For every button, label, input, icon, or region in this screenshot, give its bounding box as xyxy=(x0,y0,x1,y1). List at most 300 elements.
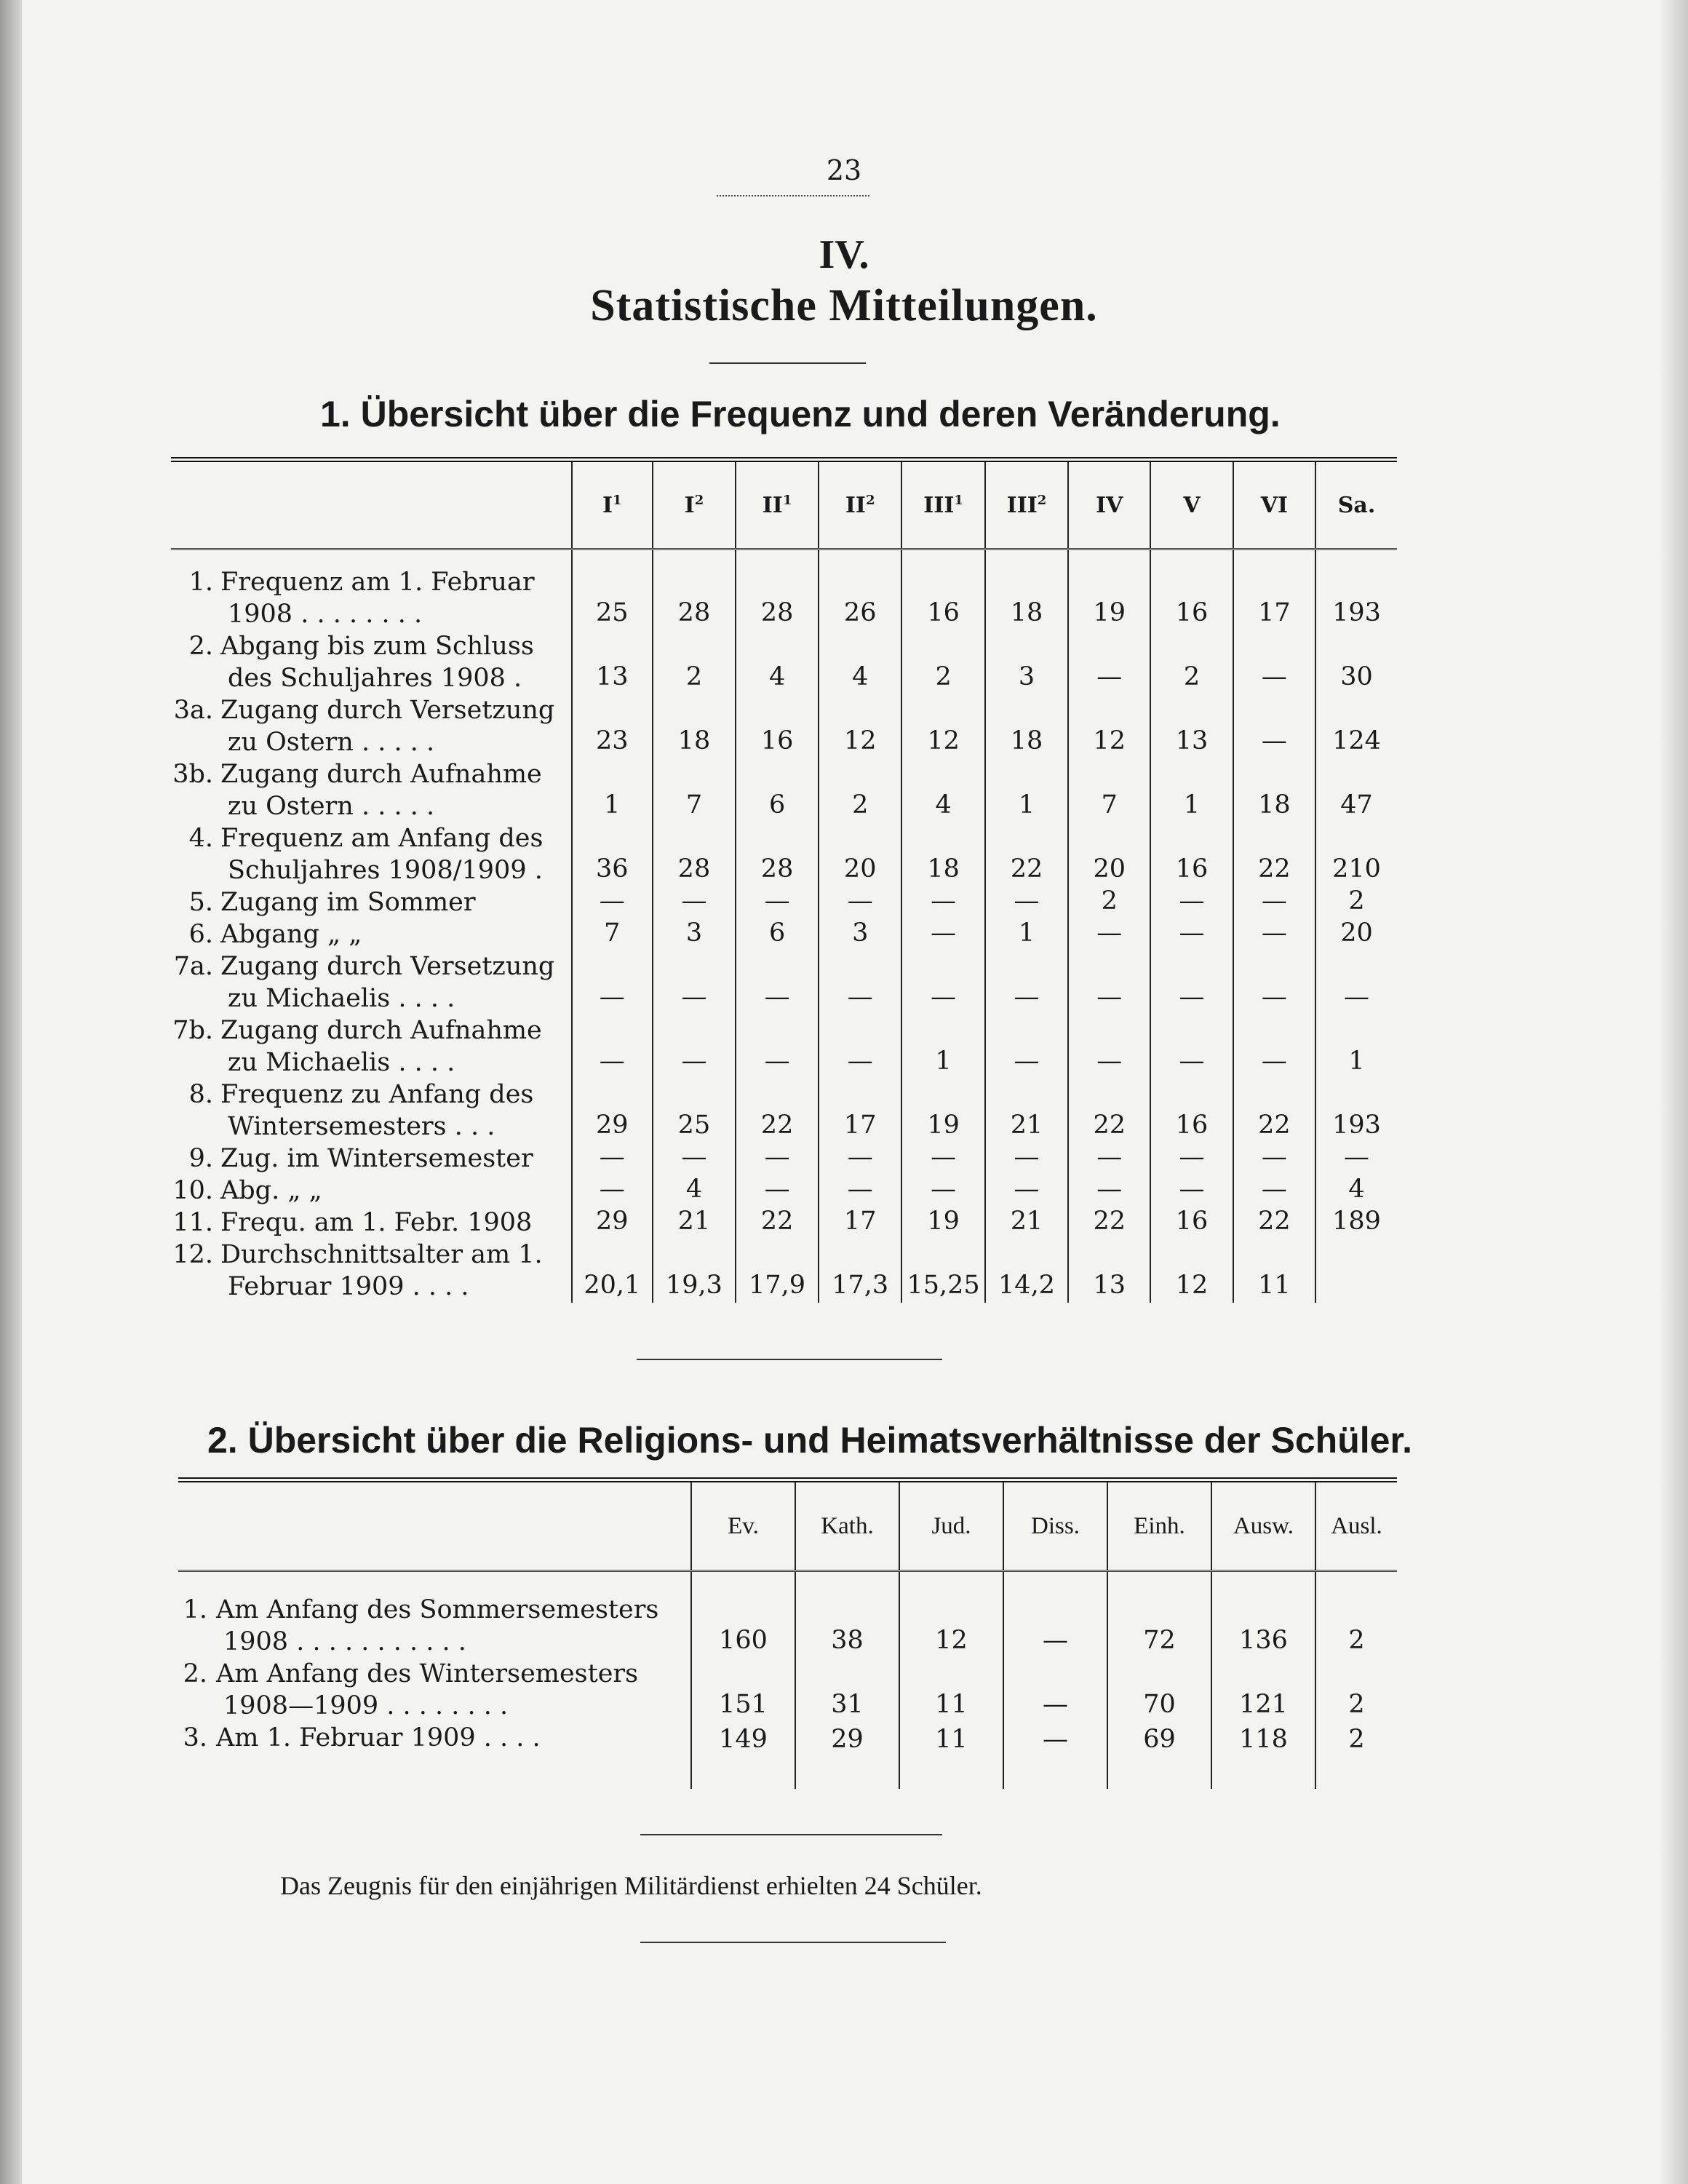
table-cell: — xyxy=(572,950,653,1014)
table-cell xyxy=(1315,1239,1397,1303)
chapter-number: IV. xyxy=(819,232,869,277)
row-number: 2. xyxy=(183,1659,207,1688)
table-cell: 70 xyxy=(1107,1658,1211,1722)
row-label xyxy=(171,1239,572,1303)
table-cell: 19 xyxy=(901,1207,985,1239)
section-divider xyxy=(637,1359,942,1360)
table-cell: 22 xyxy=(1068,1079,1150,1143)
row-label xyxy=(171,549,572,631)
table-cell: 18 xyxy=(1233,758,1315,822)
row-label-continuation: zu Michaelis . . . . xyxy=(228,1048,455,1077)
table-cell: 7 xyxy=(1068,758,1150,822)
row-label-text: Zugang durch Versetzung xyxy=(220,952,555,981)
table-cell: 21 xyxy=(653,1207,736,1239)
row-number: 2. xyxy=(188,632,213,661)
row-label xyxy=(178,1571,691,1659)
table-cell: 193 xyxy=(1315,1079,1397,1143)
table-row xyxy=(171,822,1397,886)
table-cell: — xyxy=(736,1175,819,1207)
table-cell: — xyxy=(1150,918,1233,950)
row-number: 4. xyxy=(188,824,213,853)
table-cell: 11 xyxy=(899,1658,1003,1722)
table-cell: 25 xyxy=(572,549,653,631)
table-cell: 22 xyxy=(1233,822,1315,886)
column-label: III xyxy=(1006,492,1038,518)
row-number: 11. xyxy=(172,1208,213,1237)
table-cell: 29 xyxy=(795,1722,899,1789)
table-cell: 20 xyxy=(1315,918,1397,950)
row-label-text: Abg. „ „ xyxy=(220,1176,322,1205)
row-label-text: Durchschnittsalter am 1. xyxy=(220,1240,543,1269)
table-cell: 17,9 xyxy=(736,1239,819,1303)
row-label-line2 xyxy=(171,726,571,758)
table-cell: — xyxy=(1150,1014,1233,1079)
table-cell: 2 xyxy=(1315,1571,1397,1659)
row-label xyxy=(171,630,572,694)
category-column-header: Kath. xyxy=(795,1480,899,1571)
row-label-line1 xyxy=(171,1014,571,1047)
column-label: V xyxy=(1183,492,1201,518)
table-cell: 22 xyxy=(985,822,1068,886)
table-cell: 23 xyxy=(572,694,653,758)
table-cell: 28 xyxy=(653,822,736,886)
row-label xyxy=(178,1658,691,1722)
table-cell: — xyxy=(1233,1014,1315,1079)
religion-table-header xyxy=(178,1480,1397,1571)
table-cell: — xyxy=(1233,694,1315,758)
row-number: 1. xyxy=(183,1595,207,1624)
table-cell: 2 xyxy=(653,630,736,694)
class-column-header xyxy=(819,460,901,549)
table-cell: — xyxy=(1315,1143,1397,1175)
table-cell: — xyxy=(736,950,819,1014)
row-number: 7a. xyxy=(173,952,213,981)
table-cell: — xyxy=(1068,1014,1150,1079)
row-label-line1 xyxy=(171,1239,571,1271)
title-divider xyxy=(709,362,866,364)
table-cell: 18 xyxy=(653,694,736,758)
table-row xyxy=(171,1239,1397,1303)
table-row xyxy=(171,758,1397,822)
table-cell: — xyxy=(985,886,1068,918)
row-label xyxy=(171,950,572,1014)
row-label-text: Zug. im Wintersemester xyxy=(220,1144,533,1173)
row-label-line1 xyxy=(178,1658,690,1690)
column-label: VI xyxy=(1260,492,1288,518)
table-cell: 16 xyxy=(1150,1079,1233,1143)
row-label xyxy=(171,758,572,822)
column-label: IV xyxy=(1096,492,1123,518)
table-cell: 22 xyxy=(1233,1207,1315,1239)
table-cell: 22 xyxy=(1068,1207,1150,1239)
table-cell: — xyxy=(1003,1658,1107,1722)
table-cell: 12 xyxy=(901,694,985,758)
column-label: I xyxy=(684,492,695,518)
table-cell: 121 xyxy=(1211,1658,1315,1722)
row-label-line2 xyxy=(171,1111,571,1143)
row-label-line2 xyxy=(171,790,571,822)
category-column-header: Ev. xyxy=(691,1480,795,1571)
row-label-line1 xyxy=(171,1079,571,1111)
table-cell: 7 xyxy=(653,758,736,822)
table-cell: 2 xyxy=(1315,1722,1397,1789)
table-cell: — xyxy=(736,1014,819,1079)
page-title: Statistische Mitteilungen. xyxy=(590,281,1098,330)
row-label-line1 xyxy=(171,694,571,726)
row-label-continuation: zu Michaelis . . . . xyxy=(228,984,455,1013)
table-cell: 4 xyxy=(1315,1175,1397,1207)
row-label xyxy=(178,1722,691,1789)
table-cell: 1 xyxy=(572,758,653,822)
row-label-text: Zugang durch Aufnahme xyxy=(220,760,542,789)
table-cell: 18 xyxy=(985,549,1068,631)
table-cell: 22 xyxy=(736,1079,819,1143)
row-label-line2 xyxy=(171,598,571,630)
row-label-text: Am Anfang des Sommersemesters xyxy=(216,1595,659,1624)
table-cell: — xyxy=(1233,630,1315,694)
table-cell: 20 xyxy=(819,822,901,886)
table-cell: 17 xyxy=(819,1207,901,1239)
row-number: 8. xyxy=(188,1080,213,1109)
row-label-text: Zugang durch Aufnahme xyxy=(220,1016,542,1045)
table-cell: 189 xyxy=(1315,1207,1397,1239)
table-cell: 25 xyxy=(653,1079,736,1143)
table-cell: 29 xyxy=(572,1079,653,1143)
row-label-line1 xyxy=(171,822,571,854)
table-cell: — xyxy=(1150,886,1233,918)
table-cell: — xyxy=(819,950,901,1014)
table-cell: — xyxy=(1068,950,1150,1014)
row-label-line1 xyxy=(178,1722,690,1754)
frequency-table-header xyxy=(171,460,1397,549)
table-cell: 2 xyxy=(901,630,985,694)
row-number: 3a. xyxy=(173,696,213,725)
table-cell: 6 xyxy=(736,918,819,950)
section1-title: 1. Übersicht über die Frequenz und deren Veränderung. xyxy=(320,394,1281,434)
table-row xyxy=(171,1207,1397,1239)
row-label-text: Frequenz am 1. Februar xyxy=(220,568,535,597)
table-cell: — xyxy=(1068,630,1150,694)
section2-title: 2. Übersicht über die Religions- und Heimatsverhältnisse der Schüler. xyxy=(207,1420,1413,1461)
table-cell: — xyxy=(819,886,901,918)
table-cell: 16 xyxy=(1150,822,1233,886)
row-label-line1 xyxy=(171,918,571,950)
class-column-header xyxy=(572,460,653,549)
row-number: 9. xyxy=(188,1144,213,1173)
page-number: 23 xyxy=(826,154,862,186)
table-cell: — xyxy=(1150,950,1233,1014)
table-cell: 210 xyxy=(1315,822,1397,886)
table-cell: 12 xyxy=(1150,1239,1233,1303)
table-cell: 12 xyxy=(1068,694,1150,758)
table-cell: 28 xyxy=(736,822,819,886)
table-row xyxy=(178,1722,1397,1789)
row-label-continuation: des Schuljahres 1908 . xyxy=(228,664,522,693)
table-cell: 47 xyxy=(1315,758,1397,822)
row-number: 1. xyxy=(188,568,213,597)
table-cell: 16 xyxy=(901,549,985,631)
table-row xyxy=(171,549,1397,631)
table-cell: — xyxy=(819,1143,901,1175)
table-cell: 160 xyxy=(691,1571,795,1659)
category-column-header: Ausl. xyxy=(1315,1480,1397,1571)
table-cell: — xyxy=(1233,886,1315,918)
table-cell: 193 xyxy=(1315,549,1397,631)
row-label-line2 xyxy=(171,1047,571,1079)
row-label-line1 xyxy=(171,1143,571,1175)
table-cell: — xyxy=(1068,1143,1150,1175)
table-cell: — xyxy=(985,1143,1068,1175)
column-label: II xyxy=(762,492,783,518)
table-cell: 17,3 xyxy=(819,1239,901,1303)
column-label: I xyxy=(602,492,613,518)
table-cell: 6 xyxy=(736,758,819,822)
column-label-index: 1 xyxy=(782,492,792,508)
table-row xyxy=(171,1143,1397,1175)
table-cell: — xyxy=(901,950,985,1014)
table-cell: 36 xyxy=(572,822,653,886)
row-label-line1 xyxy=(171,630,571,662)
row-label-text: Frequ. am 1. Febr. 1908 xyxy=(220,1208,533,1237)
table-cell: — xyxy=(736,886,819,918)
table-cell: 13 xyxy=(572,630,653,694)
table-cell: 18 xyxy=(985,694,1068,758)
table-cell: 2 xyxy=(1315,886,1397,918)
table-cell: 16 xyxy=(1150,549,1233,631)
table-cell: — xyxy=(736,1143,819,1175)
row-label xyxy=(171,694,572,758)
table-cell: 29 xyxy=(572,1207,653,1239)
row-label xyxy=(171,918,572,950)
table-cell: 16 xyxy=(736,694,819,758)
religion-table xyxy=(178,1477,1397,1789)
table-cell: 19 xyxy=(901,1079,985,1143)
row-label-continuation: zu Ostern . . . . . xyxy=(228,792,435,821)
class-column-header xyxy=(736,460,819,549)
column-label-index: 2 xyxy=(694,492,704,508)
table-cell: — xyxy=(572,1175,653,1207)
table-cell: 2 xyxy=(819,758,901,822)
table-cell: 20 xyxy=(1068,822,1150,886)
table-cell: 28 xyxy=(736,549,819,631)
class-column-header xyxy=(985,460,1068,549)
section-divider xyxy=(640,1834,942,1835)
table-row xyxy=(178,1571,1397,1659)
table-cell: — xyxy=(1233,950,1315,1014)
table-row xyxy=(171,1079,1397,1143)
table-cell: 14,2 xyxy=(985,1239,1068,1303)
table-row xyxy=(171,886,1397,918)
row-label-continuation: 1908—1909 . . . . . . . . xyxy=(223,1691,509,1720)
table-cell: 118 xyxy=(1211,1722,1315,1789)
table-row xyxy=(171,1014,1397,1079)
row-label-line2 xyxy=(171,854,571,886)
table-row xyxy=(178,1658,1397,1722)
category-column-header: Einh. xyxy=(1107,1480,1211,1571)
table-cell: 21 xyxy=(985,1079,1068,1143)
table-cell: 3 xyxy=(653,918,736,950)
footer-divider xyxy=(640,1942,946,1943)
table-cell: 28 xyxy=(653,549,736,631)
footer-note: Das Zeugnis für den einjährigen Militärdienst erhielten 24 Schüler. xyxy=(280,1871,982,1900)
row-label-text: Abgang bis zum Schluss xyxy=(220,632,534,661)
table-cell: 17 xyxy=(819,1079,901,1143)
table-row xyxy=(171,918,1397,950)
table-cell: 26 xyxy=(819,549,901,631)
row-label-line1 xyxy=(171,758,571,790)
table-cell: — xyxy=(1233,1143,1315,1175)
table-cell: — xyxy=(1150,1175,1233,1207)
table-cell: — xyxy=(572,1014,653,1079)
table-cell: 151 xyxy=(691,1658,795,1722)
row-label-line2 xyxy=(171,982,571,1014)
table-cell: 2 xyxy=(1315,1658,1397,1722)
row-label-continuation: 1908 . . . . . . . . xyxy=(228,600,423,629)
table-cell: 3 xyxy=(819,918,901,950)
table-cell: 2 xyxy=(1068,886,1150,918)
table-cell: 19,3 xyxy=(653,1239,736,1303)
table-cell: 7 xyxy=(572,918,653,950)
table-cell: 149 xyxy=(691,1722,795,1789)
row-number: 3b. xyxy=(172,760,213,789)
table-cell: 1 xyxy=(985,758,1068,822)
row-label xyxy=(171,886,572,918)
table-cell: — xyxy=(572,886,653,918)
table-cell: — xyxy=(1233,918,1315,950)
table-cell: — xyxy=(572,1143,653,1175)
table-cell: 21 xyxy=(985,1207,1068,1239)
row-label-line1 xyxy=(171,1207,571,1239)
row-label-line1 xyxy=(178,1594,690,1626)
row-label-text: Frequenz am Anfang des xyxy=(220,824,544,853)
row-label xyxy=(171,1143,572,1175)
table-cell: — xyxy=(901,918,985,950)
table-cell: — xyxy=(901,1143,985,1175)
table-cell: — xyxy=(653,1143,736,1175)
row-label-text: Abgang „ „ xyxy=(220,920,362,949)
table-cell: 4 xyxy=(736,630,819,694)
table-cell: 11 xyxy=(1233,1239,1315,1303)
row-label xyxy=(171,1079,572,1143)
table-cell: — xyxy=(1003,1571,1107,1659)
table-cell: 22 xyxy=(1233,1079,1315,1143)
table-cell: 19 xyxy=(1068,549,1150,631)
table-cell: 124 xyxy=(1315,694,1397,758)
row-label-text: Am Anfang des Wintersemesters xyxy=(216,1659,639,1688)
row-number: 7b. xyxy=(172,1016,213,1045)
table-cell: — xyxy=(1233,1175,1315,1207)
table-cell: 20,1 xyxy=(572,1239,653,1303)
table-cell: — xyxy=(653,950,736,1014)
table-cell: 13 xyxy=(1068,1239,1150,1303)
table-cell: — xyxy=(1003,1722,1107,1789)
table-cell: 31 xyxy=(795,1658,899,1722)
category-column-header: Jud. xyxy=(899,1480,1003,1571)
class-column-header xyxy=(1150,460,1233,549)
row-number: 6. xyxy=(188,920,213,949)
row-label-continuation: Wintersemesters . . . xyxy=(228,1112,495,1141)
table-cell: 1 xyxy=(901,1014,985,1079)
table-cell: 18 xyxy=(901,822,985,886)
table-cell: — xyxy=(653,1014,736,1079)
row-label-line1 xyxy=(171,886,571,918)
table-row xyxy=(171,950,1397,1014)
class-column-header xyxy=(653,460,736,549)
table-cell: 22 xyxy=(736,1207,819,1239)
table-cell: 15,25 xyxy=(901,1239,985,1303)
table-cell: 136 xyxy=(1211,1571,1315,1659)
row-number: 5. xyxy=(188,888,213,917)
row-label xyxy=(171,1175,572,1207)
row-label-line1 xyxy=(171,566,571,598)
table-cell: — xyxy=(1150,1143,1233,1175)
table-cell: 38 xyxy=(795,1571,899,1659)
table-cell: 1 xyxy=(1315,1014,1397,1079)
row-label-line1 xyxy=(171,950,571,982)
row-number: 10. xyxy=(172,1176,213,1205)
column-label: Sa. xyxy=(1337,492,1376,518)
table-cell: 12 xyxy=(819,694,901,758)
row-label-text: Frequenz zu Anfang des xyxy=(220,1080,534,1109)
table-cell: — xyxy=(901,886,985,918)
row-label-continuation: zu Ostern . . . . . xyxy=(228,728,435,757)
row-label xyxy=(171,822,572,886)
table-cell: — xyxy=(653,886,736,918)
table-cell: — xyxy=(985,950,1068,1014)
page-number-ornament xyxy=(717,191,869,196)
table-row xyxy=(171,630,1397,694)
table-cell: 13 xyxy=(1150,694,1233,758)
column-label: II xyxy=(845,492,866,518)
table-cell: — xyxy=(1315,950,1397,1014)
column-label: III xyxy=(923,492,955,518)
table-row xyxy=(171,694,1397,758)
table-row xyxy=(171,1175,1397,1207)
religion-table-body xyxy=(178,1571,1397,1790)
table-cell: 16 xyxy=(1150,1207,1233,1239)
column-label-index: 1 xyxy=(613,492,622,508)
class-column-header xyxy=(1233,460,1315,549)
column-label-index: 1 xyxy=(954,492,963,508)
row-label-continuation: Februar 1909 . . . . xyxy=(228,1272,469,1301)
table-cell: 72 xyxy=(1107,1571,1211,1659)
table-cell: — xyxy=(819,1014,901,1079)
table-cell: 1 xyxy=(1150,758,1233,822)
table-cell: — xyxy=(1068,918,1150,950)
table-cell: 11 xyxy=(899,1722,1003,1789)
row-label-text: Zugang durch Versetzung xyxy=(220,696,555,725)
row-number: 12. xyxy=(172,1240,213,1269)
category-column-header: Ausw. xyxy=(1211,1480,1315,1571)
row-number: 3. xyxy=(183,1723,207,1752)
table-cell: 30 xyxy=(1315,630,1397,694)
frequency-table-label-header xyxy=(171,460,572,549)
frequency-table xyxy=(171,457,1397,1303)
table-cell: 3 xyxy=(985,630,1068,694)
table-cell: 2 xyxy=(1150,630,1233,694)
table-cell: 4 xyxy=(653,1175,736,1207)
table-cell: — xyxy=(985,1175,1068,1207)
class-column-header xyxy=(901,460,985,549)
class-column-header xyxy=(1315,460,1397,549)
row-label-line2 xyxy=(178,1626,690,1658)
table-cell: 4 xyxy=(819,630,901,694)
table-cell: — xyxy=(819,1175,901,1207)
class-column-header xyxy=(1068,460,1150,549)
table-cell: — xyxy=(1068,1175,1150,1207)
column-label-index: 2 xyxy=(865,492,875,508)
row-label-line2 xyxy=(178,1690,690,1722)
